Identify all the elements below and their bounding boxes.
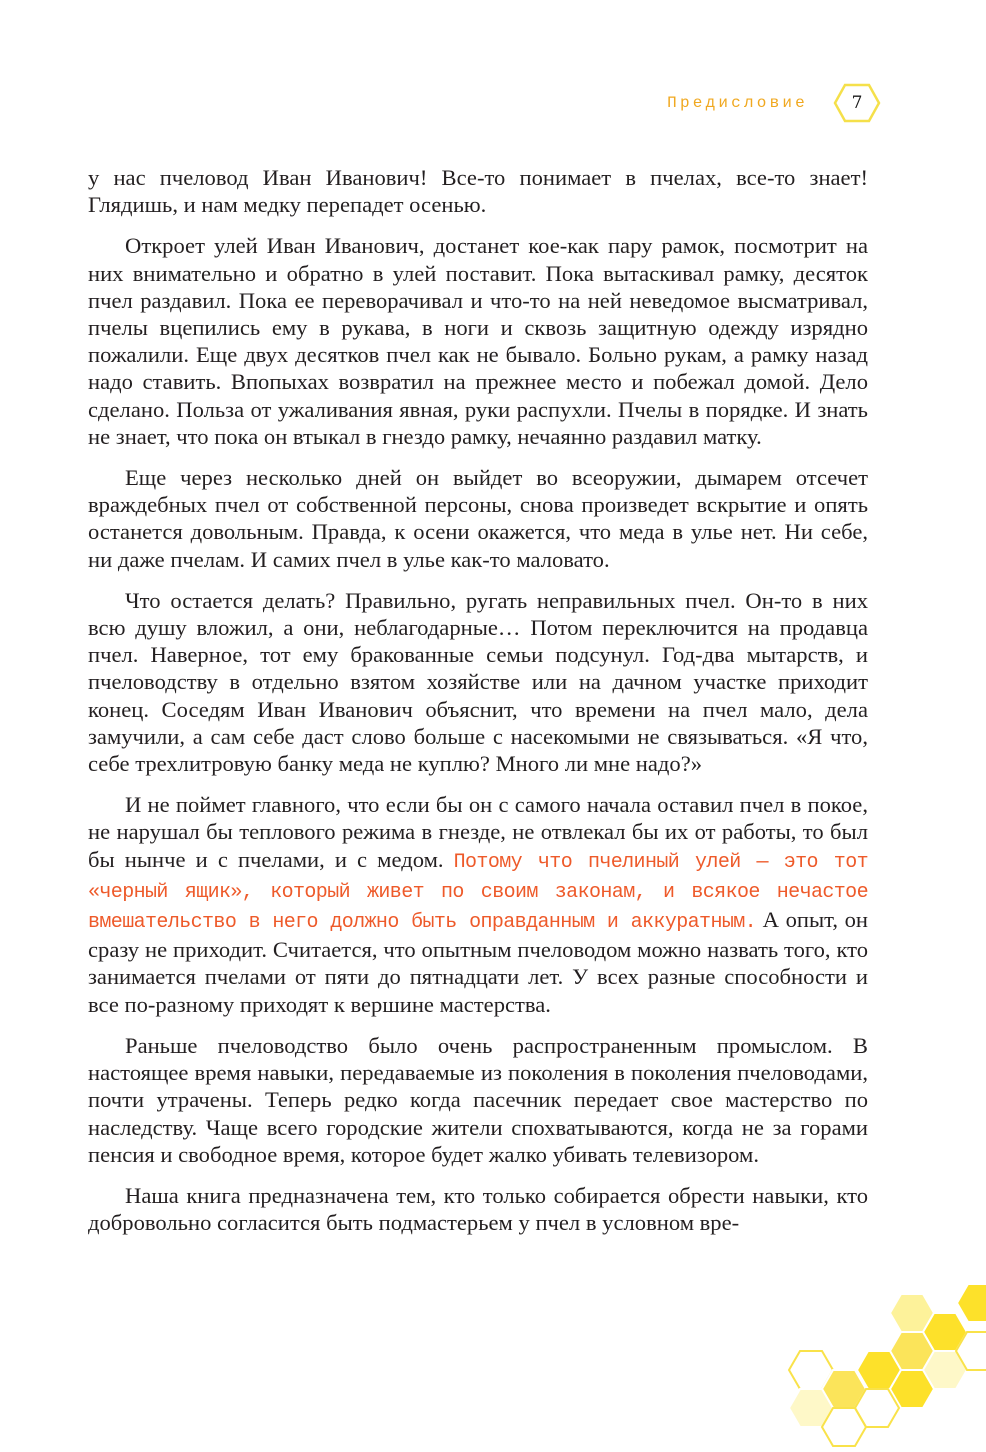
- honeycomb-icon: [770, 1280, 986, 1447]
- paragraph-text: И не поймет главного, что если бы он с самого начала оставил пчел в покое, не нарушал бы теплового режима в гнезде, не отвлекал бы их от работы, то был бы нынче и с пчелами, и с медом.: [88, 792, 868, 872]
- running-header: [600, 86, 900, 126]
- paragraph: Еще через несколько дней он выйдет во всеоружии, дымарем отсечет враждебных пчел от собственной персоны, снова произведет вскрытие и опять останется довольным. Правда, к осени окажется, что меда в улье нет. Ни себе, ни даже пчелам. И самих пчел в улье как-то маловато.: [88, 465, 868, 572]
- paragraph: Раньше пчеловодство было очень распространенным промыслом. В настоящее время навыки, передаваемые из поколения в поколения пчеловодами, почти утрачены. Теперь редко когда пасечник передает свое мастерство по наследству. Чаще всего городские жители спохватываются, когда не за горами пенсия и свободное время, которое будет жалко убивать телевизором.: [88, 1032, 868, 1167]
- page-number: 7: [851, 93, 863, 113]
- page-number-badge: [833, 83, 881, 123]
- paragraph: у нас пчеловод Иван Иванович! Все-то понимает в пчелах, все-то знает! Глядишь, и нам медку перепадет осенью.: [88, 165, 868, 218]
- paragraph: Наша книга предназначена тем, кто только собирается обрести навыки, кто добровольно согласится быть подмастерьем у пчел в условном вре-: [88, 1182, 868, 1236]
- highlighted-quote: Потому что пчелиный улей — это тот «черный ящик», который живет по своим законам, и всякое нечастое вмешательство в него должно быть оправданным и аккуратным.: [88, 850, 868, 935]
- paragraph-with-highlight: [88, 791, 868, 1018]
- body-text: [88, 164, 868, 1250]
- paragraph: Что остается делать? Правильно, ругать неправильных пчел. Он-то в них всю душу вложил, а они, неблагодарные… Потом переключится на продавца пчел. Наверное, тот ему бракованные семьи подсунул. Год-два мытарств, и пчеловодству в отдельно взятом хозяйстве или на дачном участке приходит конец. Соседям Иван Иванович объяснит, что времени на пчел мало, дела замучили, а сам себе даст слово больше с насекомыми не связываться. «Я что, себе трехлитровую банку меда не куплю? Много ли мне надо?»: [88, 587, 868, 777]
- honeycomb-decoration: [770, 1280, 986, 1447]
- paragraph-text: А опыт, он сразу не приходит. Считается, что опытным пчеловодом можно назвать того, кто занимается пчелами от пяти до пятнадцати лет. У всех разные способности и все по-разному приходят к вершине мастерства.: [88, 907, 868, 1017]
- section-title: Предисловие: [667, 94, 808, 112]
- paragraph: Откроет улей Иван Иванович, достанет кое-как пару рамок, посмотрит на них внимательно и обратно в улей поставит. Пока вытаскивал рамку, десяток пчел раздавил. Пока ее переворачивал и что-то на ней неведомое высматривал, пчелы вцепились ему в рукава, в ноги и сквозь защитную одежду изрядно пожалили. Еще двух десятков пчел как не бывало. Больно рукам, а рамку назад надо ставить. Впопыхах возвратил на прежнее место и побежал домой. Дело сделано. Польза от ужаливания явная, руки распухли. Пчелы в порядке. И знать не знает, что пока он втыкал в гнездо рамку, нечаянно раздавил матку.: [88, 233, 868, 449]
